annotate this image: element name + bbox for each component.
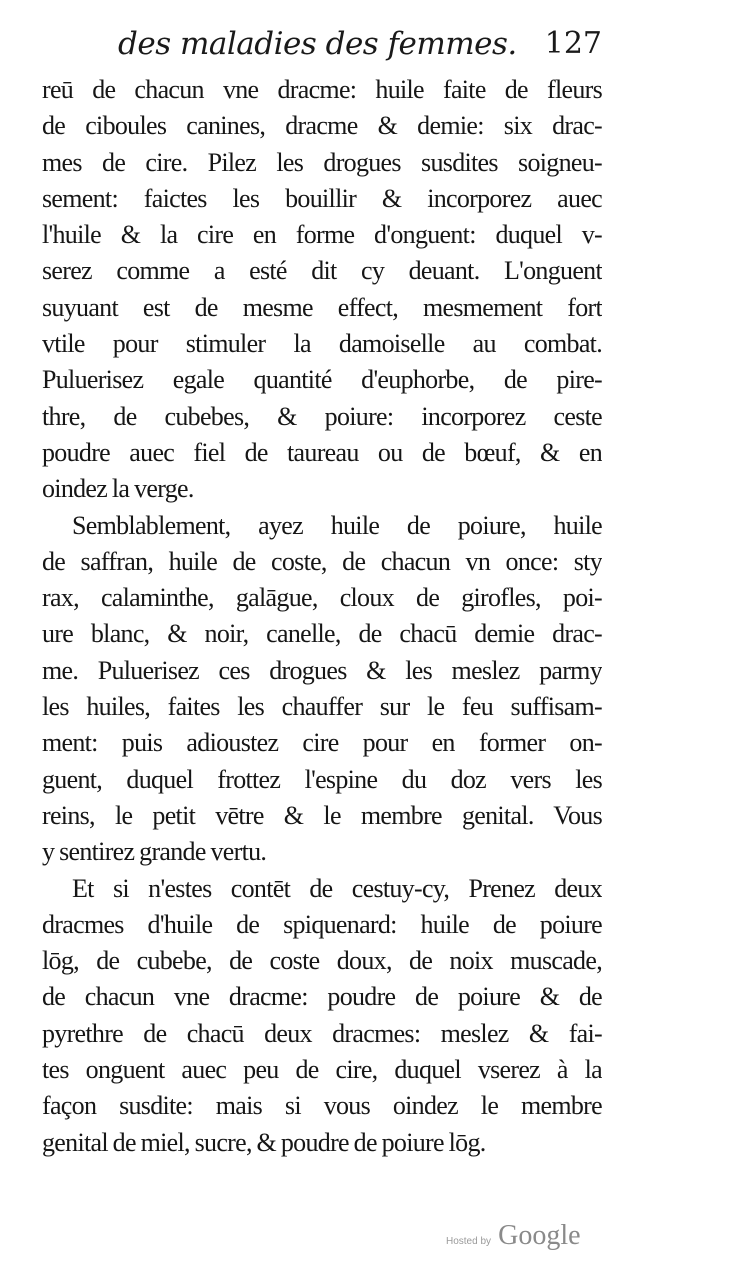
- text-line: façon susdite: mais si vous oindez le membre: [42, 1091, 602, 1121]
- text-line: me. Puluerisez ces drogues & les meslez parmy: [42, 655, 602, 685]
- text-line: de chacun vne dracme: poudre de poiure & de: [42, 982, 602, 1012]
- text-line: tes onguent auec peu de cire, duquel vserez à la: [42, 1055, 602, 1085]
- text-line: Et si n'estes contēt de cestuy-cy, Prenez deux: [72, 873, 602, 903]
- text-line: mes de cire. Pilez les drogues susdites soigneu-: [42, 147, 602, 177]
- text-line: reū de chacun vne dracme: huile faite de fleurs: [42, 75, 602, 104]
- text-line: pyrethre de chacū deux dracmes: meslez & fai-: [42, 1018, 602, 1048]
- paragraph-1: [42, 72, 602, 508]
- running-header: [110, 26, 610, 72]
- text-line: de ciboules canines, dracme & demie: six drac-: [42, 111, 602, 141]
- text-line: ment: puis adioustez cire pour en former on-: [42, 728, 602, 758]
- text-line: thre, de cubebes, & poiure: incorporez ceste: [42, 401, 602, 431]
- text-line: de saffran, huile de coste, de chacun vn once: sty: [42, 546, 602, 576]
- text-line: reins, le petit vētre & le membre genital. Vous: [42, 800, 602, 830]
- google-logo: Google: [498, 1220, 581, 1251]
- google-watermark: [446, 1220, 581, 1254]
- text-line: y sentirez grande vertu.: [42, 837, 267, 867]
- text-line: sement: faictes les bouillir & incorporez auec: [42, 183, 602, 213]
- text-line: genital de miel, sucre, & poudre de poiure lōg.: [42, 1127, 486, 1157]
- paragraph-3: [42, 871, 602, 1161]
- text-line: Puluerisez egale quantité d'euphorbe, de pire-: [42, 365, 602, 395]
- text-line: dracmes d'huile de spiquenard: huile de poiure: [42, 909, 602, 939]
- text-line: les huiles, faites les chauffer sur le feu suffisam-: [42, 692, 602, 722]
- body-text: [42, 72, 602, 1161]
- text-line: lōg, de cubebe, de coste doux, de noix muscade,: [42, 946, 602, 976]
- text-line: vtile pour stimuler la damoiselle au combat.: [42, 329, 602, 359]
- hosted-by-label: Hosted by: [446, 1236, 492, 1247]
- text-line: Semblablement, ayez huile de poiure, huile: [72, 510, 602, 540]
- text-line: guent, duquel frottez l'espine du doz vers les: [42, 764, 602, 794]
- running-title: des maladies des femmes.: [118, 26, 517, 62]
- text-line: suyuant est de mesme effect, mesmement fort: [42, 292, 602, 322]
- page-number: 127: [544, 26, 602, 61]
- text-line: oindez la verge.: [42, 474, 194, 504]
- text-line: rax, calaminthe, galāgue, cloux de girofles, poi-: [42, 583, 602, 613]
- paragraph-2: [42, 508, 602, 871]
- text-line: ure blanc, & noir, canelle, de chacū demie drac-: [42, 619, 602, 649]
- text-line: poudre auec fiel de taureau ou de bœuf, & en: [42, 437, 602, 467]
- text-line: serez comme a esté dit cy deuant. L'onguent: [42, 256, 602, 286]
- text-line: l'huile & la cire en forme d'onguent: duquel v-: [42, 220, 602, 250]
